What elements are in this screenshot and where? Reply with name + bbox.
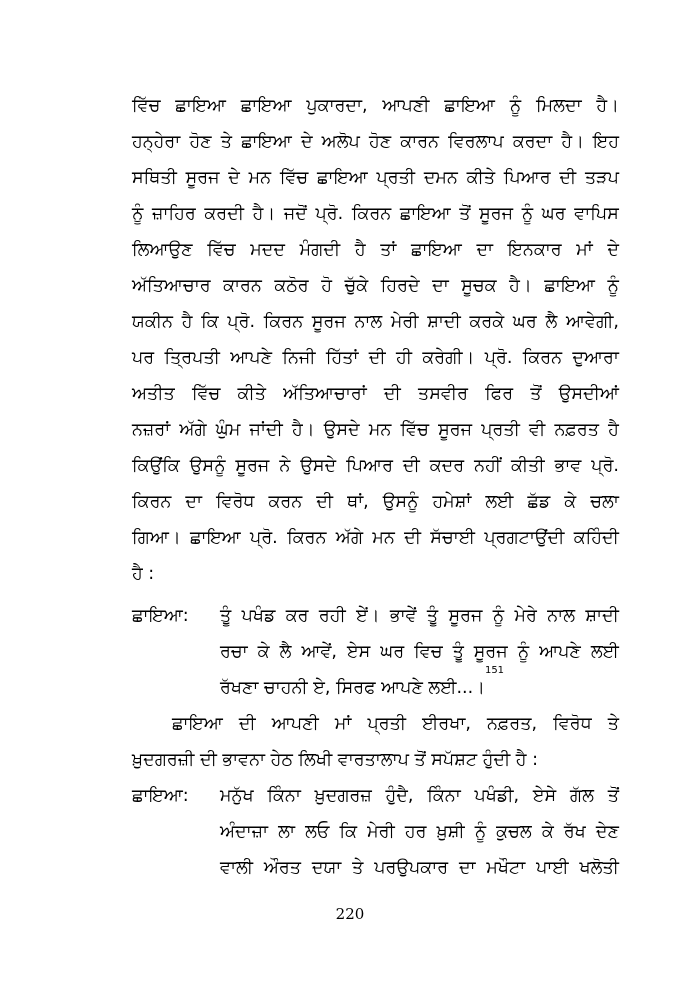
word: ਚੁੱਕੇ xyxy=(344,276,369,296)
word: ਮਨ xyxy=(248,168,272,188)
word: ਤਸਵੀਰ xyxy=(418,384,468,404)
word: ਤਾਂ xyxy=(380,240,397,260)
word: ਨੂੰ xyxy=(607,276,619,296)
word: ਕੀਤੇ xyxy=(237,384,266,404)
word: ਚਲਾ xyxy=(590,492,619,512)
text-line xyxy=(132,232,619,268)
word: ਸੂਰਜ xyxy=(185,168,220,188)
word: ਹੋਣ xyxy=(368,132,392,152)
word: ਕਿਰਨ xyxy=(522,348,563,368)
word: ਵਿਚ xyxy=(414,642,443,662)
text-line xyxy=(132,484,619,520)
word: ਦੀ xyxy=(368,348,386,368)
word: ਮਾਂ xyxy=(334,714,352,734)
word: ਆਵੇਂ, xyxy=(301,642,337,662)
word: ਛਾਇਆ xyxy=(241,132,292,152)
word: ਕੀਤੀ xyxy=(510,456,545,476)
text-line xyxy=(132,88,619,124)
word: ਪ੍ਰਤੀ xyxy=(376,168,416,188)
word: ਅੱਤਿਆਚਾਰ xyxy=(132,276,211,296)
word: ਕਹਿੰਦੀ xyxy=(573,528,619,548)
dialogue-line xyxy=(220,778,619,814)
speaker-label: ਛਾਇਆ: xyxy=(132,606,189,626)
word: ਖਲੋਤੀ xyxy=(579,858,619,878)
word: ਵਿੱਚ xyxy=(132,96,161,116)
word: ਨੂੰ xyxy=(474,822,487,842)
word: ਵਾਪਿਸ xyxy=(574,204,619,224)
word: ਦਾ xyxy=(458,858,476,878)
word: ਮਾਂ xyxy=(576,240,593,260)
word: ਹੈ xyxy=(608,420,619,440)
word: ਅਤੀਤ xyxy=(132,384,175,404)
word: ਲੈ xyxy=(545,312,558,332)
text-line: ਖ਼ੁਦਗਰਜ਼ੀ ਦੀ ਭਾਵਨਾ ਹੇਠ ਲਿਖੀ ਵਾਰਤਾਲਾਪ ਤੋਂ ਸਪੱਸ਼ਟ ਹੁੰਦੀ ਹੈ : xyxy=(132,750,538,770)
word: ਤੇ xyxy=(220,132,232,152)
word: ਕਾਰਨ xyxy=(223,276,262,296)
word: ਹਿਰਦੇ xyxy=(380,276,420,296)
word: ਹੋਣ xyxy=(189,132,212,152)
dialogue-line xyxy=(220,850,619,886)
word: ਰਚਾ xyxy=(220,642,248,662)
word: ਰਹੀ xyxy=(318,606,346,626)
word: ਨਾਲ xyxy=(547,606,576,626)
word: ਲਿਆਉਣ xyxy=(132,240,193,260)
word: ਦੀ xyxy=(383,384,401,404)
word: ਸੂਚਕ xyxy=(461,276,497,296)
word: ਕਿਉਂਕਿ xyxy=(132,456,180,476)
word: ਤੂੰ xyxy=(426,606,439,626)
word: ਦਾ xyxy=(432,276,449,296)
word: ਹੈ। xyxy=(596,96,619,116)
word: ਪਖੰਡੀ, xyxy=(474,786,520,806)
word: ਛਾਇਆ xyxy=(399,204,451,224)
word: ਮੇਰੀ xyxy=(367,822,395,842)
word: ਕਰਕੇ xyxy=(469,312,505,332)
word: ਘਰ xyxy=(512,312,537,332)
word: ਲਈ xyxy=(485,492,514,512)
word: ਪ੍ਰੋ. xyxy=(227,312,256,332)
text-line xyxy=(132,268,619,304)
word: ਨਜ਼ਰਾਂ xyxy=(132,420,171,440)
word: ਕਰਦਾ xyxy=(512,132,553,152)
word: ਕਾਰਨ xyxy=(400,132,439,152)
word: ਵਿਰੋਧ xyxy=(553,714,592,734)
word: ਸਥਿਤੀ xyxy=(132,168,177,188)
page-number: 220 xyxy=(335,905,365,923)
word: ਹੈ। xyxy=(561,132,584,152)
word: ਛਾਇਆ xyxy=(544,276,595,296)
word: ਵਿੱਚ xyxy=(191,384,221,404)
word: ਨਫ਼ਰਤ xyxy=(554,420,599,440)
word: ਲਾ xyxy=(278,822,295,842)
word: ਹੁੰਦੈ, xyxy=(385,786,414,806)
word: ਘਰ xyxy=(541,204,566,224)
word: ਨਿਜੀ xyxy=(282,348,316,368)
word: ਨਾਲ xyxy=(354,312,383,332)
word: ਕੁਚਲ xyxy=(496,822,532,842)
word: ਪ੍ਰੋ. xyxy=(591,456,619,476)
word: ਭਾਵੇਂ xyxy=(389,606,417,626)
word: ਹੈ। xyxy=(509,276,532,296)
word: ਹੈ। xyxy=(291,420,315,440)
word: ਆਪਣੀ xyxy=(382,96,430,116)
word: ਕਿ xyxy=(339,822,358,842)
word: ਘਰ xyxy=(380,642,405,662)
word: ਘੁੰਮ xyxy=(215,420,241,440)
word: ਹਿੱਤਾਂ xyxy=(325,348,359,368)
paragraph-2 xyxy=(132,706,619,778)
word: ਕਰਨ xyxy=(268,492,303,512)
word: ਤੋਂ xyxy=(530,384,542,404)
word: ਸੂਰਜ xyxy=(448,606,483,626)
word: ਹੈ। xyxy=(252,204,276,224)
word: ਕਰੇਗੀ। xyxy=(422,348,475,368)
word: ਦੀ xyxy=(402,456,420,476)
word: ਵਿੱਚ xyxy=(400,420,429,440)
word: ਪ੍ਰਗਟਾਉਂਦੀ xyxy=(484,528,565,548)
word: ਮੇਰੇ xyxy=(514,606,537,626)
text-line xyxy=(132,340,619,376)
word: ਮਖੌਟਾ xyxy=(486,858,526,878)
word: ਦੁਆਰਾ xyxy=(572,348,619,368)
word: ਸੂਰਜ xyxy=(473,642,508,662)
word: ਕੀਤੇ xyxy=(466,168,496,188)
word: ਵਾਲੀ xyxy=(220,858,254,878)
word: ਗੱਲ xyxy=(569,786,594,806)
word: ਤੇ xyxy=(607,714,619,734)
word: ਦੀ xyxy=(238,714,256,734)
word: ਕਿਰਨ xyxy=(263,312,304,332)
word: ਉਸਦੇ xyxy=(300,456,337,476)
word: ਕਰਦੀ xyxy=(204,204,244,224)
word: ਕਿਰਨ xyxy=(132,492,172,512)
word: ਤੇ xyxy=(352,858,364,878)
dialogue-line xyxy=(220,634,619,670)
word: ਸੂਰਜ xyxy=(479,204,514,224)
word: ਉਸਨੂੰ xyxy=(189,456,226,476)
word: ਹੈ xyxy=(181,312,193,332)
word: ਇਹ xyxy=(593,132,619,152)
word: ਦਾ xyxy=(476,240,494,260)
word: ਪਖੰਡ xyxy=(241,606,276,626)
word: ਯਕੀਨ xyxy=(132,312,173,332)
word: ਪ੍ਰਤੀ xyxy=(481,420,520,440)
word: ਦੇ xyxy=(228,168,240,188)
dialogue-text xyxy=(220,598,619,706)
word: ਤੜਪ xyxy=(584,168,619,188)
text-line xyxy=(132,706,619,742)
word: ਕੇ xyxy=(564,492,577,512)
word: ਕਿੰਨਾ xyxy=(267,786,301,806)
text-line xyxy=(132,520,619,556)
word: ਕਿਰਨ xyxy=(351,204,392,224)
word: ਗਿਆ। xyxy=(132,528,181,548)
word: ਜਾਂਦੀ xyxy=(249,420,283,440)
word: ਏਂ। xyxy=(356,606,380,626)
word: ਏਸੇ xyxy=(532,786,557,806)
word: ਨੇ xyxy=(279,456,291,476)
text-line xyxy=(132,196,619,232)
word: ਪਾਈ xyxy=(536,858,569,878)
word: ਖ਼ੁਦਗਰਜ਼ xyxy=(314,786,372,806)
text-line: ਹੈ : xyxy=(132,564,155,584)
word: ਹਰ xyxy=(404,822,427,842)
word: ਉਸਦੇ xyxy=(323,420,360,440)
text-line xyxy=(132,376,619,412)
dialogue-line xyxy=(220,814,619,850)
word: ਮੇਰੀ xyxy=(390,312,419,332)
word: ਕਠੋਰ xyxy=(274,276,309,296)
word: ਈਰਖਾ, xyxy=(422,714,471,734)
word: ਆਪਣੀ xyxy=(271,714,319,734)
word: ਉਸਦੀਆਂ xyxy=(558,384,619,404)
word: ਮਦਦ xyxy=(250,240,285,260)
word: ਸ਼ਾਦੀ xyxy=(585,606,619,626)
word: ਰੱਖ xyxy=(563,822,586,842)
word: ਛੱਡ xyxy=(527,492,551,512)
word: ਕਿ xyxy=(201,312,219,332)
word: ਆਪਣੇ xyxy=(230,348,272,368)
word: ਨੂੰ xyxy=(492,606,505,626)
dialogue-text xyxy=(220,778,619,886)
word: ਮੰਗਦੀ xyxy=(299,240,341,260)
word: ਦਮਨ xyxy=(423,168,458,188)
word: ਤੂੰ xyxy=(220,606,232,626)
word: ਸ਼ਾਦੀ xyxy=(427,312,461,332)
word: ਕਰ xyxy=(285,606,309,626)
word: ਅੱਗੇ xyxy=(179,420,207,440)
word: ਨੂੰ xyxy=(521,204,534,224)
word: ਇਨਕਾਰ xyxy=(507,240,562,260)
word: ਜ਼ਾਹਿਰ xyxy=(152,204,196,224)
word: ਭਾਵ xyxy=(554,456,582,476)
text-line xyxy=(132,304,619,340)
dialogue-line xyxy=(220,598,619,634)
word: ਜਦੋਂ xyxy=(283,204,307,224)
word: ਤ੍ਰਿਪਤੀ xyxy=(164,348,220,368)
word: ਪ੍ਰੋ. xyxy=(250,528,278,548)
word: ਛਾਇਆ xyxy=(189,528,241,548)
word: ਪਰਉਪਕਾਰ xyxy=(374,858,449,878)
word: ਪ੍ਰੋ. xyxy=(315,204,344,224)
word: ਦੇਣ xyxy=(595,822,619,842)
word: ਨੂੰ xyxy=(517,642,530,662)
word: ਛਾਇਆ xyxy=(411,240,462,260)
word: ਪਰ xyxy=(132,348,155,368)
word: ਕਿੰਨਾ xyxy=(427,786,461,806)
word: ਹਮੇਸ਼ਾਂ xyxy=(432,492,472,512)
word: ਨੂੰ xyxy=(132,204,144,224)
word: ਛਾਇਆ xyxy=(172,714,223,734)
word: ਨਫ਼ਰਤ, xyxy=(487,714,538,734)
word: ਦਾ xyxy=(185,492,202,512)
dialogue-line: ਰੱਖਣਾ ਚਾਹਨੀ ਏ, ਸਿਰਫ ਆਪਣੇ ਲਈ...। $^{151}$ xyxy=(220,670,619,706)
word: ਨੂੰ xyxy=(509,96,522,116)
word: ਸੱਚਾਈ xyxy=(430,528,475,548)
word: ਅੰਦਾਜ਼ਾ xyxy=(220,822,269,842)
word: ਥਾਂ, xyxy=(347,492,369,512)
word: ਸੂਰਜ xyxy=(235,456,270,476)
word: ਪੁਕਾਰਦਾ, xyxy=(306,96,368,116)
word: ਹਨ੍ਹੇਰਾ xyxy=(132,132,181,152)
text-line xyxy=(132,160,619,196)
word: ਕਦਰ xyxy=(429,456,465,476)
paragraph-1 xyxy=(132,88,619,592)
word: ਹੈ xyxy=(354,240,366,260)
word: ਸੂਰਜ xyxy=(311,312,346,332)
word: ਲੈ xyxy=(279,642,292,662)
word: ਤੂੰ xyxy=(452,642,464,662)
word: ਹੋ xyxy=(321,276,332,296)
word: ਵਿਰਲਾਪ xyxy=(448,132,504,152)
word: ਔਰਤ xyxy=(263,858,301,878)
word: ਛਾਇਆ xyxy=(240,96,292,116)
word: ਅੱਤਿਆਚਾਰਾਂ xyxy=(283,384,367,404)
word: ਦੀ xyxy=(316,492,334,512)
word: ਮਿਲਦਾ xyxy=(536,96,582,116)
word: ਤੋਂ xyxy=(607,786,619,806)
word: ਨਹੀਂ xyxy=(474,456,502,476)
word: ਏਸ xyxy=(347,642,371,662)
word: ਸੂਰਜ xyxy=(438,420,473,440)
word: ਆਪਣੇ xyxy=(539,642,581,662)
word: ਮਨੁੱਖ xyxy=(220,786,254,806)
word: ਵਿੱਚ xyxy=(279,168,309,188)
word: ਉਸਨੂੰ xyxy=(382,492,419,512)
word: ਆਵੇਗੀ, xyxy=(565,312,619,332)
word: ਪ੍ਰੋ. xyxy=(484,348,513,368)
word: ਮਨ xyxy=(368,420,392,440)
word: ਦੀ xyxy=(404,528,421,548)
word: ਦੇ xyxy=(607,240,619,260)
text-line xyxy=(132,448,619,484)
speaker-label: ਛਾਇਆ: xyxy=(132,786,189,806)
text-line xyxy=(132,412,619,448)
word: ਤੋਂ xyxy=(459,204,471,224)
word: ਛਾਇਆ xyxy=(444,96,495,116)
word: ਵੀ xyxy=(529,420,546,440)
word: ਦਯਾ xyxy=(311,858,342,878)
word: ਪ੍ਰਤੀ xyxy=(367,714,407,734)
word: ਪਿਆਰ xyxy=(503,168,551,188)
word: ਖ਼ੁਸ਼ੀ xyxy=(436,822,465,842)
word: ਕੇ xyxy=(541,822,554,842)
word: ਮਨ xyxy=(372,528,395,548)
word: ਅਲੋਪ xyxy=(321,132,360,152)
word: ਕੇ xyxy=(257,642,270,662)
word: ਛਾਇਆ xyxy=(316,168,368,188)
word: ਵਿਰੋਧ xyxy=(215,492,255,512)
word: ਲਈ xyxy=(590,642,619,662)
word: ਦੀ xyxy=(559,168,577,188)
text-line xyxy=(132,124,619,160)
word: ਅੱਗੇ xyxy=(335,528,363,548)
word: ਪਿਆਰ xyxy=(346,456,393,476)
word: ਲਓ xyxy=(305,822,330,842)
word: ਛਾਇਆ xyxy=(175,96,226,116)
word: ਕਿਰਨ xyxy=(287,528,327,548)
word: ਹੀ xyxy=(395,348,412,368)
footnote-marker: 151 xyxy=(484,665,505,676)
word: ਦੇ xyxy=(300,132,313,152)
word: ਵਿੱਚ xyxy=(207,240,236,260)
word: ਫਿਰ xyxy=(485,384,514,404)
